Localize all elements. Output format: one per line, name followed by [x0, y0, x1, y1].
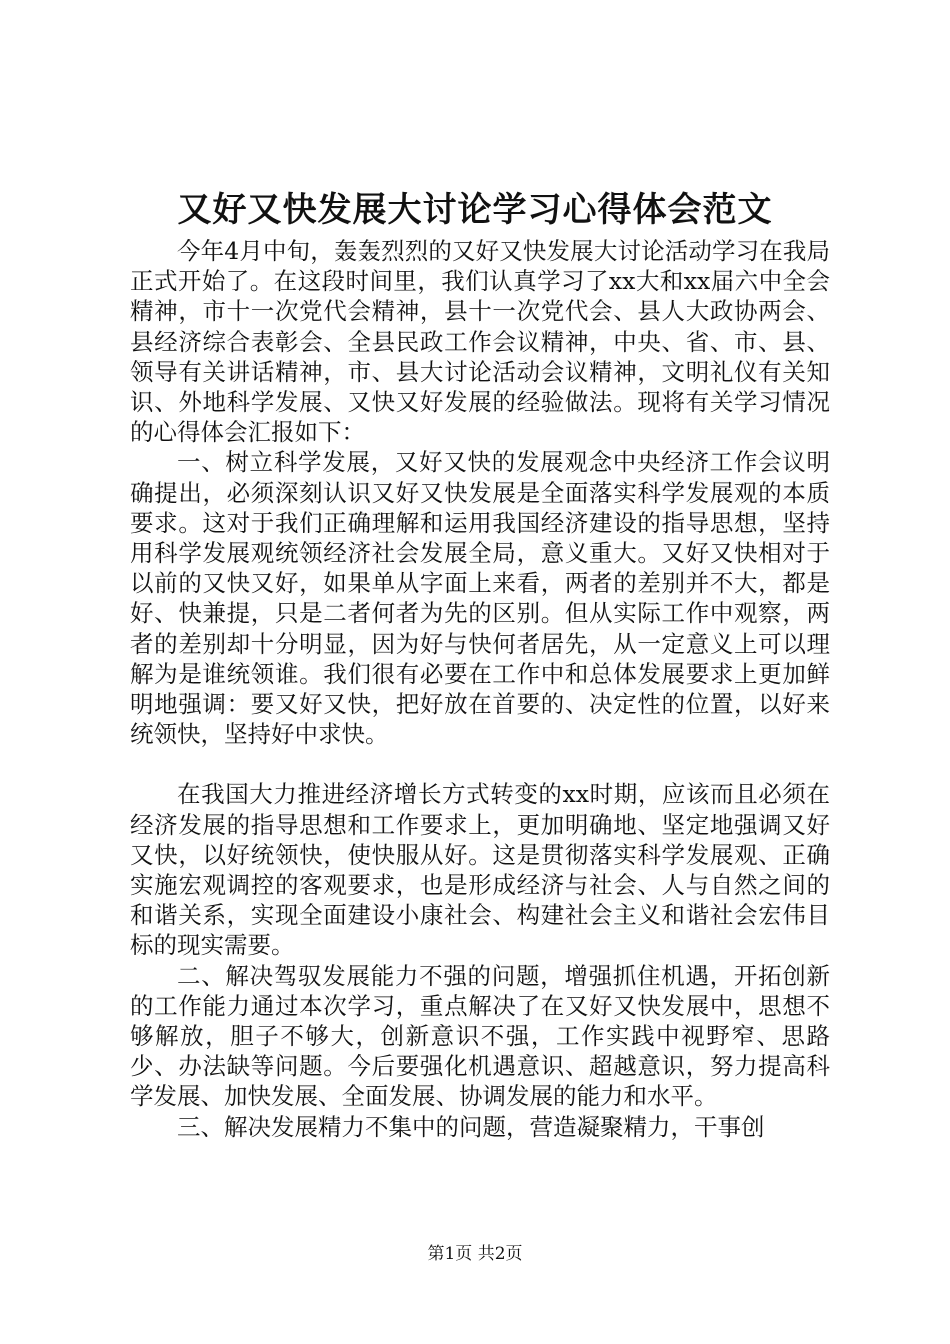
document-body [130, 236, 830, 1142]
paragraph-section-1-continued: 在我国大力推进经济增长方式转变的xx时期，应该而且必须在经济发展的指导思想和工作要求上，更加明确地、坚定地强调又好又快，以好统领快，使快服从好。这是贯彻落实科学发展观、正确实施宏观调控的客观要求，也是形成经济与社会、人与自然之间的和谐关系，实现全面建设小康社会、构建社会主义和谐社会宏伟目标的现实需要。 [130, 780, 830, 960]
paragraph-section-3: 三、解决发展精力不集中的问题，营造凝聚精力，干事创 [177, 1112, 765, 1141]
paragraph-intro: 今年4月中旬，轰轰烈烈的又好又快发展大讨论活动学习在我局正式开始了。在这段时间里，我们认真学习了xx大和xx届六中全会精神，市十一次党代会精神，县十一次党代会、县人大政协两会、县经济综合表彰会、全县民政工作会议精神，中央、省、市、县、领导有关讲话精神，市、县大讨论活动会议精神，文明礼仪有关知识、外地科学发展、又快又好发展的经验做法。现将有关学习情况的心得体会汇报如下： [130, 237, 830, 447]
paragraph-section-1: 一、树立科学发展，又好又快的发展观念中央经济工作会议明确提出，必须深刻认识又好又快发展是全面落实科学发展观的本质要求。这对于我们正确理解和运用我国经济建设的指导思想，坚持用科学发展观统领经济社会发展全局，意义重大。又好又快相对于以前的又快又好，如果单从字面上来看，两者的差别并不大，都是好、快兼提，只是二者何者为先的区别。但从实际工作中观察，两者的差别却十分明显，因为好与快何者居先，从一定意义上可以理解为是谁统领谁。我们很有必要在工作中和总体发展要求上更加鲜明地强调：要又好又快，把好放在首要的、决定性的位置，以好来统领快，坚持好中求快。 [130, 448, 830, 749]
document-title: 又好又快发展大讨论学习心得体会范文 [177, 190, 773, 230]
paragraph-section-2: 二、解决驾驭发展能力不强的问题，增强抓住机遇，开拓创新的工作能力通过本次学习，重点解决了在又好又快发展中，思想不够解放，胆子不够大，创新意识不强，工作实践中视野窄、思路少、办法缺等问题。今后要强化机遇意识、超越意识，努力提高科学发展、加快发展、全面发展、协调发展的能力和水平。 [130, 961, 830, 1111]
page-number-footer: 第1页 共2页 [427, 1244, 523, 1264]
